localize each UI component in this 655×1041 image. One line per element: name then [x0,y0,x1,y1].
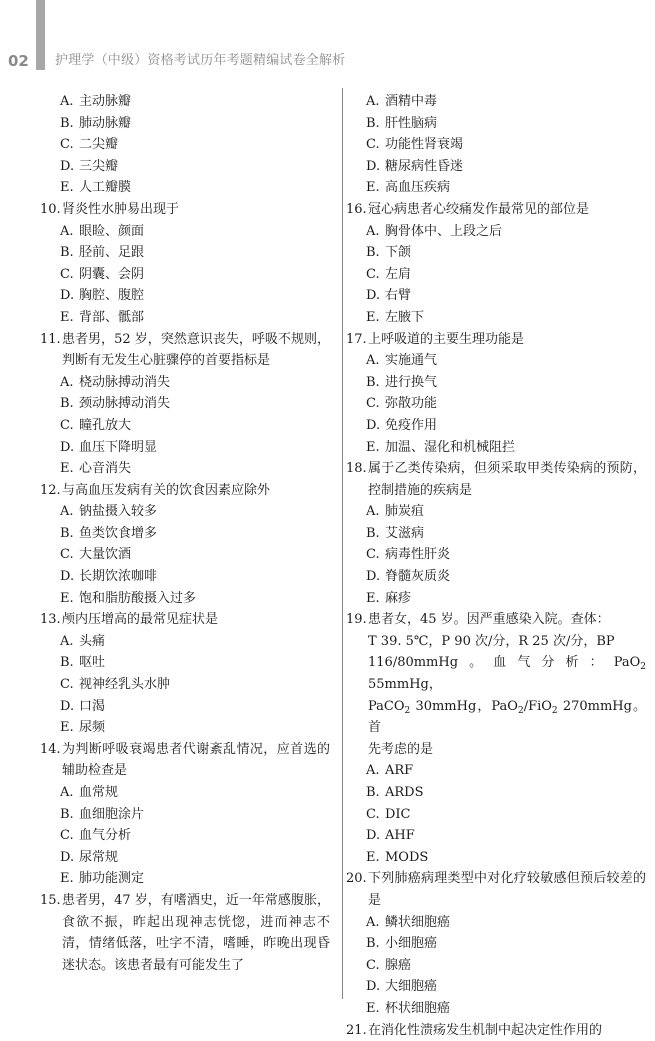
option-text: 左肩 [385,266,412,282]
option-letter: A. [60,633,74,649]
question-11 [40,329,330,480]
option-text: 血气分析 [79,828,132,844]
option-text: 长期饮浓咖啡 [79,569,158,585]
question-20 [346,868,646,1019]
option-letter: C. [366,137,380,153]
left-column [40,91,330,976]
option-letter: A. [366,763,380,779]
option-letter: D. [366,417,381,433]
option-letter: A. [60,785,74,800]
question-12 [40,480,330,610]
answer-option [40,221,330,243]
answer-option [40,588,330,610]
answer-option [346,998,646,1020]
option-text: 视神经乳头水肿 [79,677,171,693]
option-text: 颈动脉搏动消失 [79,396,171,412]
question-stem: 患者男，52 岁，突然意识丧失，呼吸不规则，判断有无发生心脏骤停的首要指标是 [62,331,330,369]
answer-option [40,458,330,480]
option-letter: E. [60,180,74,196]
option-text: ARF [385,763,414,779]
option-letter: D. [366,569,381,585]
answer-option [346,912,646,934]
answer-option [40,782,330,804]
answer-option [346,156,646,178]
option-text: 背部、骶部 [79,309,145,325]
answer-option [346,350,646,372]
question-number: 21. [346,1022,367,1038]
option-letter: D. [60,288,75,304]
question-number: 10. [40,201,61,217]
question-stem: 为判断呼吸衰竭患者代谢紊乱情况，应首选的辅助检查是 [62,741,330,779]
answer-option [40,91,330,113]
answer-option [346,933,646,955]
header-side-bar [36,0,45,70]
option-text: 功能性肾衰竭 [385,137,464,153]
option-letter: E. [366,309,380,325]
question-stem: 上呼吸道的主要生理功能是 [368,331,525,347]
option-letter: E. [366,849,380,865]
option-text: 加温、湿化和机械阻拦 [385,439,516,455]
option-text: 血细胞涂片 [79,806,145,822]
option-letter: B. [60,525,74,541]
answer-option [346,544,646,566]
answer-option [40,631,330,653]
answer-option [346,221,646,243]
answer-option [346,523,646,545]
option-letter: A. [60,504,74,520]
answer-option [346,588,646,610]
answer-option [40,523,330,545]
answer-option [40,501,330,523]
option-text: 主动脉瓣 [79,94,132,109]
answer-option [40,696,330,718]
option-letter: B. [366,115,380,131]
option-text: 三尖瓣 [79,158,119,174]
option-letter: D. [60,569,75,585]
option-letter: A. [60,94,74,109]
option-text: DIC [385,806,411,822]
option-text: 弥散功能 [385,396,438,412]
answer-option [40,674,330,696]
option-text: 瞳孔放大 [79,417,132,433]
option-text: 麻疹 [385,590,412,606]
option-letter: E. [366,439,380,455]
answer-option [346,393,646,415]
option-text: MODS [385,849,429,865]
answer-option [346,437,646,459]
right-column-top [346,91,646,609]
answer-option [40,825,330,847]
option-text: 大量饮酒 [79,547,132,563]
answer-option [346,501,646,523]
option-letter: A. [60,374,74,390]
option-letter: C. [60,547,74,563]
answer-option [346,782,646,804]
option-letter: D. [60,698,75,714]
option-letter: B. [60,396,74,412]
option-text: 人工瓣膜 [79,180,132,196]
question-number: 17. [346,331,367,347]
option-letter: B. [60,806,74,822]
question-17 [346,329,646,459]
answer-option [40,177,330,199]
question-number: 18. [346,461,367,477]
answer-option [346,566,646,588]
option-letter: A. [366,353,380,369]
option-letter: E. [366,1000,380,1016]
option-text: AHF [385,828,415,844]
question-18 [346,458,646,609]
question-19-stem: 患者女，45 岁。因严重感染入院。查体： T 39. 5℃，P 90 次/分，R 25 次/分，BP 116/80mmHg。血气分析：PaO$_2$ 55mmHg， PaCO$_2$ 30mmHg，PaO$_2$/FiO$_2$ 270mmHg。首 先考虑的是 [368,612,647,757]
page-number: 02 [8,52,29,70]
right-column-bottom [346,868,646,1041]
option-text: 血常规 [79,785,119,800]
option-letter: C. [60,677,74,693]
option-text: 肝性脑病 [385,115,438,131]
answer-option [40,156,330,178]
option-letter: C. [366,396,380,412]
option-letter: E. [60,871,74,887]
option-letter: C. [366,547,380,563]
option-text: 桡动脉搏动消失 [79,374,171,390]
option-text: 胫前、足跟 [79,245,145,261]
option-letter: E. [366,180,380,196]
option-text: 钠盐摄入较多 [79,504,158,520]
answer-option [40,847,330,869]
answer-option [40,804,330,826]
option-text: 艾滋病 [385,525,425,541]
option-text: 高血压疾病 [385,180,451,196]
option-text: 鱼类饮食增多 [79,525,158,541]
option-letter: D. [366,288,381,304]
answer-option [40,113,330,135]
option-text: 头痛 [79,633,106,649]
answer-option [40,566,330,588]
option-letter: E. [366,590,380,606]
option-text: 二尖瓣 [79,137,119,153]
option-text: 肺功能测定 [79,871,145,887]
answer-option [346,113,646,135]
question-stem: 下列肺癌病理类型中对化疗较敏感但预后较差的是 [368,871,646,908]
question-14 [40,739,330,890]
answer-option [346,372,646,394]
option-letter: B. [366,936,380,952]
option-text: 糖尿病性昏迷 [385,158,464,174]
option-text: 阴囊、会阴 [79,266,145,282]
option-text: 大细胞癌 [385,979,438,995]
option-letter: B. [60,655,74,671]
question-number: 16. [346,201,367,217]
answer-option [40,717,330,739]
option-letter: D. [60,158,75,174]
option-letter: E. [60,309,74,325]
question-number: 19. [346,612,367,628]
question-15 [40,890,330,976]
answer-option [346,242,646,264]
option-letter: C. [60,417,74,433]
option-text: 腺癌 [385,957,412,973]
option-text: 左腋下 [385,309,425,325]
option-text: 眼睑、颜面 [79,223,145,239]
option-letter: B. [366,785,380,800]
answer-option [346,307,646,329]
option-letter: E. [60,461,74,477]
question-stem: 患者男，47 岁，有嗜酒史，近一年常感腹胀，食欲不振，昨起出现神志恍惚，进而神志不清，情绪低落，吐字不清，嗜睡，昨晚出现昏迷状态。该患者最有可能发生了 [62,892,330,973]
question-stem: 在消化性溃疡发生机制中起决定性作用的 [368,1022,603,1038]
question-number: 11. [40,331,61,347]
question-stem: 与高血压发病有关的饮食因素应除外 [62,482,271,498]
answer-option [40,372,330,394]
option-text: 杯状细胞癌 [385,1000,451,1016]
answer-option [40,264,330,286]
option-text: 呕吐 [79,655,106,671]
option-letter: D. [366,158,381,174]
option-text: 胸骨体中、上段之后 [385,223,503,239]
answer-option [40,242,330,264]
question-stem: 肾炎性水肿易出现于 [62,201,180,217]
answer-option [346,285,646,307]
option-letter: C. [366,266,380,282]
option-text: 右臂 [385,288,412,304]
question-stem: 冠心病患者心绞痛发作最常见的部位是 [368,201,590,217]
option-letter: A. [366,94,380,109]
answer-option [40,393,330,415]
option-letter: B. [60,245,74,261]
option-letter: A. [60,223,74,239]
answer-option [346,804,646,826]
answer-option [346,825,646,847]
option-text: 病毒性肝炎 [385,547,451,563]
answer-option [40,415,330,437]
answer-option [40,544,330,566]
option-text: 鳞状细胞癌 [385,914,451,930]
question-number: 14. [40,741,61,757]
option-text: 免疫作用 [385,417,438,433]
answer-option [40,437,330,459]
answer-option [346,760,646,782]
option-text: 下颌 [385,245,412,261]
option-letter: C. [366,957,380,973]
option-text: 脊髓灰质炎 [385,569,451,585]
option-text: 血压下降明显 [79,439,158,455]
option-letter: E. [60,590,74,606]
option-letter: A. [366,504,380,520]
answer-option [346,847,646,869]
option-text: 胸腔、腹腔 [79,288,145,304]
question-number: 13. [40,612,61,628]
answer-option [346,134,646,156]
option-letter: A. [366,223,380,239]
option-text: 饱和脂肪酸摄入过多 [79,590,197,606]
option-text: 心音消失 [79,461,132,477]
option-text: 肺炭疽 [385,504,425,520]
answer-option [346,976,646,998]
question-number: 12. [40,482,61,498]
answer-option [346,955,646,977]
question-10 [40,199,330,329]
option-letter: D. [366,979,381,995]
answer-option [40,307,330,329]
option-text: 口渴 [79,698,106,714]
question-number: 20. [346,871,367,887]
option-text: 实施通气 [385,353,438,369]
option-letter: C. [60,137,74,153]
option-letter: D. [366,828,381,844]
option-text: 酒精中毒 [385,94,438,109]
question-19 [346,609,646,868]
option-text: 小细胞癌 [385,936,438,952]
question-13 [40,609,330,739]
answer-option [346,91,646,113]
option-letter: B. [60,115,74,131]
option-text: 进行换气 [385,374,438,390]
option-letter: C. [60,266,74,282]
question-number: 15. [40,892,61,908]
answer-option [40,134,330,156]
option-letter: B. [366,525,380,541]
answer-option [40,652,330,674]
answer-option [40,868,330,890]
answer-option [346,415,646,437]
question-stem: 颅内压增高的最常见症状是 [62,612,219,628]
option-text: 肺动脉瓣 [79,115,132,131]
question-19-options [346,760,646,868]
column-divider [342,88,343,999]
option-letter: D. [60,849,75,865]
option-letter: A. [366,914,380,930]
question-stem: 属于乙类传染病，但须采取甲类传染病的预防，控制措施的疾病是 [368,461,646,498]
answer-option [346,177,646,199]
option-text: ARDS [385,785,424,800]
right-column [346,91,646,1041]
question-21 [346,1020,646,1041]
answer-option [346,264,646,286]
option-letter: B. [366,245,380,261]
answer-option [40,285,330,307]
option-text: 尿频 [79,720,106,736]
book-title: 护理学（中级）资格考试历年考题精编试卷全解析 [55,53,346,68]
option-letter: E. [60,720,74,736]
option-letter: D. [60,439,75,455]
option-letter: C. [60,828,74,844]
option-letter: C. [366,806,380,822]
option-letter: B. [366,374,380,390]
option-text: 尿常规 [79,849,119,865]
question-16 [346,199,646,329]
